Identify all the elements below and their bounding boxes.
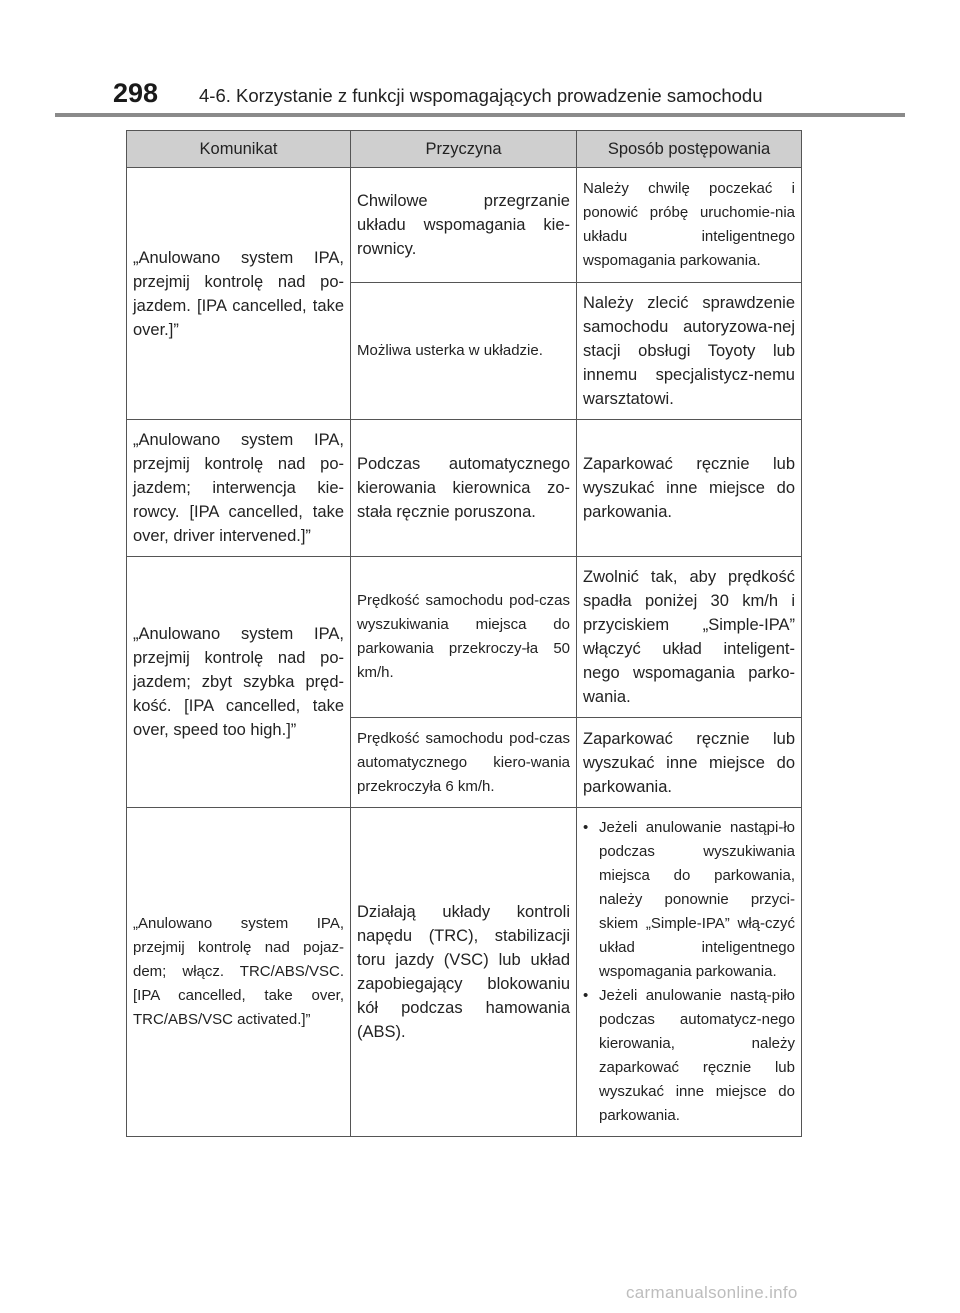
page-number: 298	[113, 78, 159, 108]
table-row	[127, 420, 802, 557]
action-cell: Należy zlecić sprawdzenie samochodu autoryzowa-nej stacji obsługi Toyoty lub innemu specjalistycz-nemu warsztatowi.	[577, 283, 802, 420]
column-header-action: Sposób postępowania	[577, 131, 802, 168]
action-bullet: • Jeżeli anulowanie nastą-piło podczas automatycz-nego kierowania, należy zaparkować ręcznie lub wyszukać inne miejsce do parkowania.	[583, 984, 795, 1128]
action-cell	[577, 808, 802, 1137]
message-cell: „Anulowano system IPA, przejmij kontrolę nad po-jazdem. [IPA cancelled, take over.]”	[127, 168, 351, 420]
action-cell: Należy chwilę poczekać i ponowić próbę uruchomie-nia układu inteligentnego wspomagania parkowania.	[577, 168, 802, 283]
table-row	[127, 168, 802, 283]
message-cell: „Anulowano system IPA, przejmij kontrolę nad pojaz-dem; włącz. TRC/ABS/VSC. [IPA cancelled, take over, TRC/ABS/VSC activated.]”	[127, 808, 351, 1137]
action-bullet: • Jeżeli anulowanie nastąpi-ło podczas wyszukiwania miejsca do parkowania, należy ponownie przyci-skiem „Simple-IPA” włą-czyć układ inteligentnego wspomagania parkowania.	[583, 816, 795, 984]
table-header-row	[127, 131, 802, 168]
action-cell: Zwolnić tak, aby prędkość spadła poniżej 30 km/h i przyciskiem „Simple-IPA” włączyć układ inteligent-nego wspomagania parko-wania.	[577, 557, 802, 718]
message-cell: „Anulowano system IPA, przejmij kontrolę nad po-jazdem; zbyt szybka pręd-kość. [IPA cancelled, take over, speed too high.]”	[127, 557, 351, 808]
cause-cell: Możliwa usterka w układzie.	[351, 283, 577, 420]
message-table	[126, 130, 802, 1137]
message-cell: „Anulowano system IPA, przejmij kontrolę nad po-jazdem; interwencja kie-rowcy. [IPA cancelled, take over, driver intervened.]”	[127, 420, 351, 557]
cause-cell: Prędkość samochodu pod-czas automatycznego kiero-wania przekroczyła 6 km/h.	[351, 718, 577, 808]
watermark: carmanualsonline.info	[626, 1283, 798, 1302]
table-row	[127, 808, 802, 1137]
table-row	[127, 557, 802, 718]
chapter-title: 4-6. Korzystanie z funkcji wspomagających prowadzenie samochodu	[199, 85, 763, 106]
cause-cell: Chwilowe przegrzanie układu wspomagania kie-rownicy.	[351, 168, 577, 283]
action-bullet-list	[583, 816, 795, 1128]
cause-cell: Podczas automatycznego kierowania kierownica zo-stała ręcznie poruszona.	[351, 420, 577, 557]
header-divider	[55, 113, 905, 117]
action-cell: Zaparkować ręcznie lub wyszukać inne miejsce do parkowania.	[577, 718, 802, 808]
column-header-cause: Przyczyna	[351, 131, 577, 168]
column-header-message: Komunikat	[127, 131, 351, 168]
action-cell: Zaparkować ręcznie lub wyszukać inne miejsce do parkowania.	[577, 420, 802, 557]
cause-cell: Działają układy kontroli napędu (TRC), stabilizacji toru jazdy (VSC) lub układ zapobiegający blokowaniu kół podczas hamowania (ABS).	[351, 808, 577, 1137]
cause-cell: Prędkość samochodu pod-czas wyszukiwania miejsca do parkowania przekroczy-ła 50 km/h.	[351, 557, 577, 718]
